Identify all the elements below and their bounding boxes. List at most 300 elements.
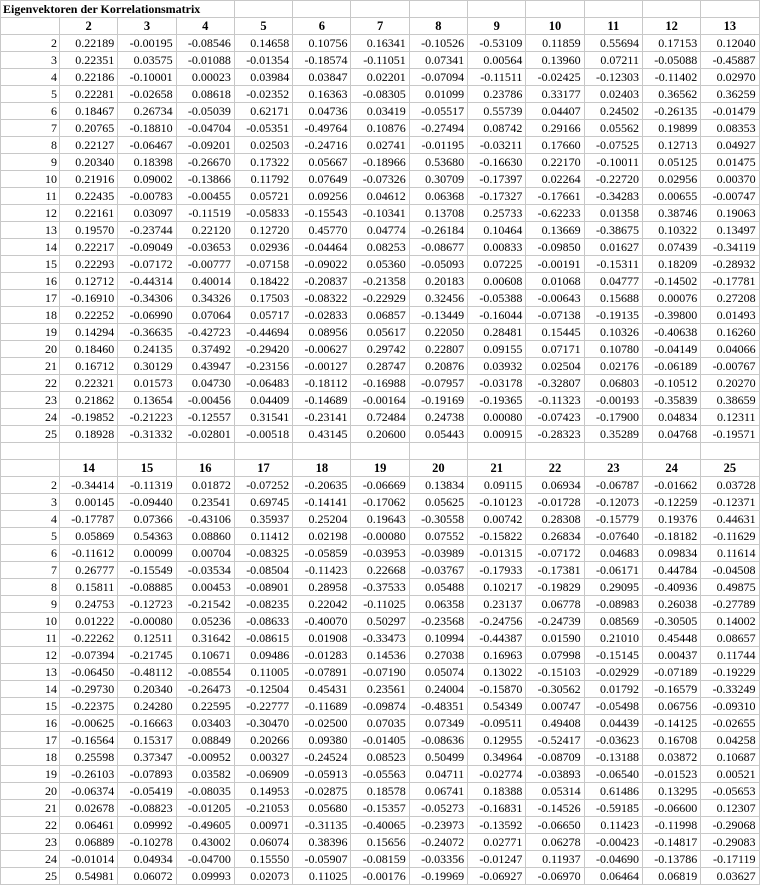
row-label[interactable]: 6 <box>1 545 60 562</box>
value-cell[interactable]: -0.05517 <box>409 103 467 120</box>
value-cell[interactable]: -0.00191 <box>526 256 584 273</box>
value-cell[interactable]: 0.43145 <box>293 426 351 443</box>
value-cell[interactable]: -0.40638 <box>642 324 700 341</box>
value-cell[interactable]: -0.05039 <box>176 103 234 120</box>
value-cell[interactable]: 0.54349 <box>468 698 526 715</box>
value-cell[interactable]: -0.02658 <box>118 86 176 103</box>
value-cell[interactable]: 0.06889 <box>60 834 118 851</box>
value-cell[interactable]: -0.00193 <box>584 392 642 409</box>
value-cell[interactable]: -0.53109 <box>468 35 526 52</box>
row-label[interactable]: 15 <box>1 256 60 273</box>
value-cell[interactable]: 0.09834 <box>642 545 700 562</box>
value-cell[interactable]: -0.01523 <box>642 766 700 783</box>
value-cell[interactable]: -0.06450 <box>60 664 118 681</box>
value-cell[interactable]: 0.72484 <box>351 409 409 426</box>
value-cell[interactable]: 0.06278 <box>526 834 584 851</box>
value-cell[interactable]: -0.15103 <box>526 664 584 681</box>
value-cell[interactable]: -0.48112 <box>118 664 176 681</box>
value-cell[interactable]: -0.03989 <box>409 545 467 562</box>
value-cell[interactable]: 0.12712 <box>60 273 118 290</box>
value-cell[interactable]: 0.14953 <box>234 783 292 800</box>
value-cell[interactable]: 0.20340 <box>60 154 118 171</box>
value-cell[interactable]: 0.19643 <box>351 511 409 528</box>
value-cell[interactable]: -0.06970 <box>526 868 584 885</box>
value-cell[interactable]: 0.12720 <box>234 222 292 239</box>
value-cell[interactable]: 0.12040 <box>701 35 759 52</box>
value-cell[interactable]: 0.07998 <box>526 647 584 664</box>
value-cell[interactable]: 0.00437 <box>642 647 700 664</box>
value-cell[interactable]: 0.21862 <box>60 392 118 409</box>
value-cell[interactable]: 0.15656 <box>351 834 409 851</box>
value-cell[interactable]: 0.08860 <box>176 528 234 545</box>
value-cell[interactable]: -0.11402 <box>642 69 700 86</box>
value-cell[interactable]: 0.18578 <box>351 783 409 800</box>
value-cell[interactable]: 0.06461 <box>60 817 118 834</box>
column-header[interactable]: 16 <box>176 460 234 477</box>
value-cell[interactable]: -0.06600 <box>642 800 700 817</box>
value-cell[interactable]: -0.23141 <box>293 409 351 426</box>
value-cell[interactable]: -0.08709 <box>526 749 584 766</box>
row-label[interactable]: 23 <box>1 392 60 409</box>
value-cell[interactable]: -0.02425 <box>526 69 584 86</box>
value-cell[interactable]: -0.29730 <box>60 681 118 698</box>
value-cell[interactable]: 0.01068 <box>526 273 584 290</box>
value-cell[interactable]: -0.05093 <box>409 256 467 273</box>
value-cell[interactable]: 0.00145 <box>60 494 118 511</box>
value-cell[interactable]: 0.50297 <box>351 613 409 630</box>
value-cell[interactable]: 0.02073 <box>234 868 292 885</box>
value-cell[interactable]: 0.02970 <box>701 69 759 86</box>
row-label[interactable]: 2 <box>1 35 60 52</box>
sheet-title[interactable]: Eigenvektoren der Korrelationsmatrix <box>1 1 235 18</box>
value-cell[interactable]: -0.11519 <box>176 205 234 222</box>
value-cell[interactable]: 0.00453 <box>176 579 234 596</box>
value-cell[interactable]: -0.15357 <box>351 800 409 817</box>
value-cell[interactable]: -0.05351 <box>234 120 292 137</box>
value-cell[interactable]: 0.54981 <box>60 868 118 885</box>
row-label[interactable]: 19 <box>1 766 60 783</box>
value-cell[interactable]: -0.12073 <box>584 494 642 511</box>
value-cell[interactable]: -0.00195 <box>118 35 176 52</box>
value-cell[interactable]: 0.04736 <box>293 103 351 120</box>
value-cell[interactable]: -0.00747 <box>701 188 759 205</box>
value-cell[interactable]: -0.07189 <box>642 664 700 681</box>
value-cell[interactable]: -0.07138 <box>526 307 584 324</box>
value-cell[interactable]: 0.02403 <box>584 86 642 103</box>
value-cell[interactable]: 0.04711 <box>409 766 467 783</box>
value-cell[interactable]: 0.02678 <box>60 800 118 817</box>
column-header[interactable]: 22 <box>526 460 584 477</box>
value-cell[interactable]: 0.07341 <box>409 52 467 69</box>
column-header[interactable]: 12 <box>642 18 700 35</box>
value-cell[interactable]: 0.03582 <box>176 766 234 783</box>
value-cell[interactable]: -0.17661 <box>526 188 584 205</box>
value-cell[interactable]: 0.11614 <box>701 545 759 562</box>
value-cell[interactable]: -0.12371 <box>701 494 759 511</box>
value-cell[interactable]: -0.10001 <box>118 69 176 86</box>
value-cell[interactable]: -0.01088 <box>176 52 234 69</box>
value-cell[interactable]: 0.34326 <box>176 290 234 307</box>
value-cell[interactable]: 0.09155 <box>468 341 526 358</box>
value-cell[interactable]: -0.08325 <box>234 545 292 562</box>
value-cell[interactable]: -0.09440 <box>118 494 176 511</box>
value-cell[interactable]: 0.62171 <box>234 103 292 120</box>
value-cell[interactable]: 0.07064 <box>176 307 234 324</box>
value-cell[interactable]: 0.01222 <box>60 613 118 630</box>
value-cell[interactable]: -0.21223 <box>118 409 176 426</box>
empty-cell[interactable] <box>118 443 176 460</box>
value-cell[interactable]: 0.20600 <box>351 426 409 443</box>
value-cell[interactable]: 0.03984 <box>234 69 292 86</box>
value-cell[interactable]: 0.55694 <box>584 35 642 52</box>
value-cell[interactable]: -0.02352 <box>234 86 292 103</box>
value-cell[interactable]: -0.04149 <box>642 341 700 358</box>
value-cell[interactable]: 0.32456 <box>409 290 467 307</box>
value-cell[interactable]: 0.26777 <box>60 562 118 579</box>
value-cell[interactable]: -0.12723 <box>118 596 176 613</box>
value-cell[interactable]: -0.11612 <box>60 545 118 562</box>
row-label[interactable]: 16 <box>1 715 60 732</box>
row-label[interactable]: 21 <box>1 800 60 817</box>
value-cell[interactable]: 0.30129 <box>118 358 176 375</box>
value-cell[interactable]: 0.01627 <box>584 239 642 256</box>
value-cell[interactable]: -0.07957 <box>409 375 467 392</box>
value-cell[interactable]: -0.09022 <box>293 256 351 273</box>
value-cell[interactable]: 0.18388 <box>468 783 526 800</box>
value-cell[interactable]: 0.06741 <box>409 783 467 800</box>
value-cell[interactable]: -0.23744 <box>118 222 176 239</box>
value-cell[interactable]: 0.07225 <box>468 256 526 273</box>
value-cell[interactable]: -0.10341 <box>351 205 409 222</box>
empty-cell[interactable] <box>468 1 526 18</box>
value-cell[interactable]: 0.54363 <box>118 528 176 545</box>
row-label[interactable]: 14 <box>1 239 60 256</box>
value-cell[interactable]: -0.07094 <box>409 69 467 86</box>
value-cell[interactable]: 0.45770 <box>293 222 351 239</box>
value-cell[interactable]: -0.40065 <box>351 817 409 834</box>
value-cell[interactable]: 0.18467 <box>60 103 118 120</box>
value-cell[interactable]: 0.04439 <box>584 715 642 732</box>
value-cell[interactable]: -0.00643 <box>526 290 584 307</box>
value-cell[interactable]: 0.35937 <box>234 511 292 528</box>
value-cell[interactable]: 0.11937 <box>526 851 584 868</box>
value-cell[interactable]: -0.18112 <box>293 375 351 392</box>
value-cell[interactable]: -0.24072 <box>409 834 467 851</box>
value-cell[interactable]: -0.24716 <box>293 137 351 154</box>
value-cell[interactable]: 0.14536 <box>351 647 409 664</box>
value-cell[interactable]: -0.08546 <box>176 35 234 52</box>
value-cell[interactable]: -0.08305 <box>351 86 409 103</box>
value-cell[interactable]: 0.05314 <box>526 783 584 800</box>
value-cell[interactable]: 0.11744 <box>701 647 759 664</box>
value-cell[interactable]: -0.28932 <box>701 256 759 273</box>
value-cell[interactable]: -0.00777 <box>176 256 234 273</box>
value-cell[interactable]: 0.00742 <box>468 511 526 528</box>
value-cell[interactable]: 0.08849 <box>176 732 234 749</box>
value-cell[interactable]: 0.13022 <box>468 664 526 681</box>
value-cell[interactable]: -0.36635 <box>118 324 176 341</box>
value-cell[interactable]: 0.24135 <box>118 341 176 358</box>
value-cell[interactable]: -0.44694 <box>234 324 292 341</box>
value-cell[interactable]: 0.09993 <box>176 868 234 885</box>
empty-cell[interactable] <box>642 1 700 18</box>
value-cell[interactable]: 0.04066 <box>701 341 759 358</box>
value-cell[interactable]: 0.00655 <box>642 188 700 205</box>
value-cell[interactable]: 0.18460 <box>60 341 118 358</box>
value-cell[interactable]: -0.11511 <box>468 69 526 86</box>
value-cell[interactable]: -0.07190 <box>351 664 409 681</box>
value-cell[interactable]: -0.08633 <box>234 613 292 630</box>
value-cell[interactable]: -0.10123 <box>468 494 526 511</box>
value-cell[interactable]: -0.07891 <box>293 664 351 681</box>
empty-cell[interactable] <box>176 443 234 460</box>
value-cell[interactable]: -0.18574 <box>293 52 351 69</box>
value-cell[interactable]: 0.02176 <box>584 358 642 375</box>
value-cell[interactable]: 0.22161 <box>60 205 118 222</box>
value-cell[interactable]: -0.01315 <box>468 545 526 562</box>
value-cell[interactable]: 0.07211 <box>584 52 642 69</box>
row-label[interactable]: 13 <box>1 664 60 681</box>
value-cell[interactable]: -0.21745 <box>118 647 176 664</box>
value-cell[interactable]: -0.08322 <box>293 290 351 307</box>
value-cell[interactable]: -0.06374 <box>60 783 118 800</box>
value-cell[interactable]: -0.01205 <box>176 800 234 817</box>
value-cell[interactable]: 0.22127 <box>60 137 118 154</box>
value-cell[interactable]: -0.04464 <box>293 239 351 256</box>
value-cell[interactable]: 0.02956 <box>642 171 700 188</box>
value-cell[interactable]: -0.00176 <box>351 868 409 885</box>
value-cell[interactable]: -0.28323 <box>526 426 584 443</box>
value-cell[interactable]: 0.02264 <box>526 171 584 188</box>
value-cell[interactable]: 0.16341 <box>351 35 409 52</box>
value-cell[interactable]: -0.08615 <box>234 630 292 647</box>
value-cell[interactable]: 0.21010 <box>584 630 642 647</box>
value-cell[interactable]: -0.30470 <box>234 715 292 732</box>
value-cell[interactable]: -0.16988 <box>351 375 409 392</box>
value-cell[interactable]: 0.45448 <box>642 630 700 647</box>
value-cell[interactable]: 0.05562 <box>584 120 642 137</box>
value-cell[interactable]: -0.34119 <box>701 239 759 256</box>
value-cell[interactable]: 0.06819 <box>642 868 700 885</box>
value-cell[interactable]: -0.10011 <box>584 154 642 171</box>
value-cell[interactable]: -0.00783 <box>118 188 176 205</box>
empty-cell[interactable] <box>409 443 467 460</box>
value-cell[interactable]: 0.44631 <box>701 511 759 528</box>
value-cell[interactable]: 0.13497 <box>701 222 759 239</box>
value-cell[interactable]: -0.13786 <box>642 851 700 868</box>
value-cell[interactable]: -0.15779 <box>584 511 642 528</box>
value-cell[interactable]: -0.14125 <box>642 715 700 732</box>
value-cell[interactable]: -0.43106 <box>176 511 234 528</box>
value-cell[interactable]: 0.08742 <box>468 120 526 137</box>
value-cell[interactable]: 0.19063 <box>701 205 759 222</box>
empty-cell[interactable] <box>60 443 118 460</box>
value-cell[interactable]: -0.11629 <box>701 528 759 545</box>
row-label[interactable]: 12 <box>1 205 60 222</box>
value-cell[interactable]: 0.09115 <box>468 477 526 494</box>
value-cell[interactable]: 0.01475 <box>701 154 759 171</box>
empty-cell[interactable] <box>526 1 584 18</box>
value-cell[interactable]: 0.01590 <box>526 630 584 647</box>
value-cell[interactable]: -0.17327 <box>468 188 526 205</box>
value-cell[interactable]: -0.31332 <box>118 426 176 443</box>
row-label[interactable]: 18 <box>1 749 60 766</box>
value-cell[interactable]: -0.01728 <box>526 494 584 511</box>
value-cell[interactable]: 0.05443 <box>409 426 467 443</box>
value-cell[interactable]: -0.00767 <box>701 358 759 375</box>
value-cell[interactable]: -0.24739 <box>526 613 584 630</box>
value-cell[interactable]: 0.07171 <box>526 341 584 358</box>
value-cell[interactable]: -0.32807 <box>526 375 584 392</box>
value-cell[interactable]: 0.12307 <box>701 800 759 817</box>
value-cell[interactable]: -0.26184 <box>409 222 467 239</box>
value-cell[interactable]: -0.22720 <box>584 171 642 188</box>
row-label[interactable]: 20 <box>1 783 60 800</box>
value-cell[interactable]: -0.03178 <box>468 375 526 392</box>
value-cell[interactable]: -0.02500 <box>293 715 351 732</box>
value-cell[interactable]: -0.06909 <box>234 766 292 783</box>
value-cell[interactable]: 0.27208 <box>701 290 759 307</box>
value-cell[interactable]: 0.43002 <box>176 834 234 851</box>
value-cell[interactable]: 0.20270 <box>701 375 759 392</box>
value-cell[interactable]: -0.03893 <box>526 766 584 783</box>
value-cell[interactable]: 0.12713 <box>642 137 700 154</box>
value-cell[interactable]: -0.04690 <box>584 851 642 868</box>
column-header[interactable]: 9 <box>468 18 526 35</box>
value-cell[interactable]: 0.00099 <box>118 545 176 562</box>
value-cell[interactable]: -0.01247 <box>468 851 526 868</box>
row-label[interactable]: 24 <box>1 409 60 426</box>
row-label[interactable]: 5 <box>1 86 60 103</box>
row-label[interactable]: 22 <box>1 817 60 834</box>
value-cell[interactable]: 0.10322 <box>642 222 700 239</box>
value-cell[interactable]: -0.12259 <box>642 494 700 511</box>
value-cell[interactable]: -0.42723 <box>176 324 234 341</box>
value-cell[interactable]: 0.10326 <box>584 324 642 341</box>
empty-cell[interactable] <box>1 18 60 35</box>
value-cell[interactable]: 0.00747 <box>526 698 584 715</box>
row-label[interactable]: 7 <box>1 562 60 579</box>
value-cell[interactable]: -0.09874 <box>351 698 409 715</box>
row-label[interactable]: 13 <box>1 222 60 239</box>
value-cell[interactable]: 0.05667 <box>293 154 351 171</box>
value-cell[interactable]: 0.22668 <box>351 562 409 579</box>
value-cell[interactable]: 0.06934 <box>526 477 584 494</box>
value-cell[interactable]: 0.10687 <box>701 749 759 766</box>
value-cell[interactable]: 0.16712 <box>60 358 118 375</box>
value-cell[interactable]: -0.23156 <box>234 358 292 375</box>
value-cell[interactable]: 0.24502 <box>584 103 642 120</box>
row-label[interactable]: 17 <box>1 732 60 749</box>
value-cell[interactable]: 0.24004 <box>409 681 467 698</box>
value-cell[interactable]: -0.08901 <box>234 579 292 596</box>
column-header[interactable]: 14 <box>60 460 118 477</box>
value-cell[interactable]: 0.24280 <box>118 698 176 715</box>
value-cell[interactable]: 0.03932 <box>468 358 526 375</box>
value-cell[interactable]: 0.09380 <box>293 732 351 749</box>
value-cell[interactable]: -0.04704 <box>176 120 234 137</box>
value-cell[interactable]: 0.07349 <box>409 715 467 732</box>
value-cell[interactable]: -0.06483 <box>234 375 292 392</box>
value-cell[interactable]: 0.05680 <box>293 800 351 817</box>
value-cell[interactable]: 0.22186 <box>60 69 118 86</box>
value-cell[interactable]: 0.02198 <box>293 528 351 545</box>
value-cell[interactable]: 0.06072 <box>118 868 176 885</box>
value-cell[interactable]: 0.16963 <box>468 647 526 664</box>
value-cell[interactable]: -0.06990 <box>118 307 176 324</box>
value-cell[interactable]: -0.02833 <box>293 307 351 324</box>
value-cell[interactable]: 0.28308 <box>526 511 584 528</box>
value-cell[interactable]: 0.34964 <box>468 749 526 766</box>
value-cell[interactable]: -0.00952 <box>176 749 234 766</box>
value-cell[interactable]: -0.24756 <box>468 613 526 630</box>
value-cell[interactable]: 0.15688 <box>584 290 642 307</box>
row-label[interactable]: 5 <box>1 528 60 545</box>
value-cell[interactable]: 0.37347 <box>118 749 176 766</box>
value-cell[interactable]: -0.19365 <box>468 392 526 409</box>
value-cell[interactable]: 0.09256 <box>293 188 351 205</box>
value-cell[interactable]: 0.05717 <box>234 307 292 324</box>
value-cell[interactable]: -0.02655 <box>701 715 759 732</box>
value-cell[interactable]: 0.19899 <box>642 120 700 137</box>
value-cell[interactable]: 0.23137 <box>468 596 526 613</box>
value-cell[interactable]: 0.02503 <box>234 137 292 154</box>
empty-cell[interactable] <box>293 1 351 18</box>
value-cell[interactable]: 0.29166 <box>526 120 584 137</box>
value-cell[interactable]: 0.17322 <box>234 154 292 171</box>
value-cell[interactable]: 0.15445 <box>526 324 584 341</box>
empty-cell[interactable] <box>351 1 409 18</box>
value-cell[interactable]: -0.07893 <box>118 766 176 783</box>
value-cell[interactable]: -0.11323 <box>526 392 584 409</box>
value-cell[interactable]: 0.03728 <box>701 477 759 494</box>
value-cell[interactable]: -0.06927 <box>468 868 526 885</box>
column-header[interactable]: 8 <box>409 18 467 35</box>
value-cell[interactable]: 0.17660 <box>526 137 584 154</box>
value-cell[interactable]: 0.28481 <box>468 324 526 341</box>
value-cell[interactable]: -0.02774 <box>468 766 526 783</box>
value-cell[interactable]: -0.13188 <box>584 749 642 766</box>
value-cell[interactable]: -0.44387 <box>468 630 526 647</box>
value-cell[interactable]: 0.10994 <box>409 630 467 647</box>
value-cell[interactable]: 0.45431 <box>293 681 351 698</box>
value-cell[interactable]: -0.31135 <box>293 817 351 834</box>
value-cell[interactable]: 0.00521 <box>701 766 759 783</box>
value-cell[interactable]: -0.07326 <box>351 171 409 188</box>
value-cell[interactable]: 0.03403 <box>176 715 234 732</box>
value-cell[interactable]: -0.15822 <box>468 528 526 545</box>
value-cell[interactable]: -0.18182 <box>642 528 700 545</box>
value-cell[interactable]: -0.04508 <box>701 562 759 579</box>
value-cell[interactable]: 0.13669 <box>526 222 584 239</box>
value-cell[interactable]: 0.16260 <box>701 324 759 341</box>
value-cell[interactable]: -0.12504 <box>234 681 292 698</box>
value-cell[interactable]: 0.35289 <box>584 426 642 443</box>
value-cell[interactable]: 0.00023 <box>176 69 234 86</box>
value-cell[interactable]: 0.18209 <box>642 256 700 273</box>
row-label[interactable]: 23 <box>1 834 60 851</box>
value-cell[interactable]: 0.02936 <box>234 239 292 256</box>
empty-cell[interactable] <box>526 443 584 460</box>
value-cell[interactable]: -0.02801 <box>176 426 234 443</box>
value-cell[interactable]: 0.02504 <box>526 358 584 375</box>
empty-cell[interactable] <box>234 443 292 460</box>
value-cell[interactable]: 0.37492 <box>176 341 234 358</box>
value-cell[interactable]: -0.15549 <box>118 562 176 579</box>
value-cell[interactable]: -0.01195 <box>409 137 467 154</box>
row-label[interactable]: 8 <box>1 579 60 596</box>
value-cell[interactable]: 0.05721 <box>234 188 292 205</box>
